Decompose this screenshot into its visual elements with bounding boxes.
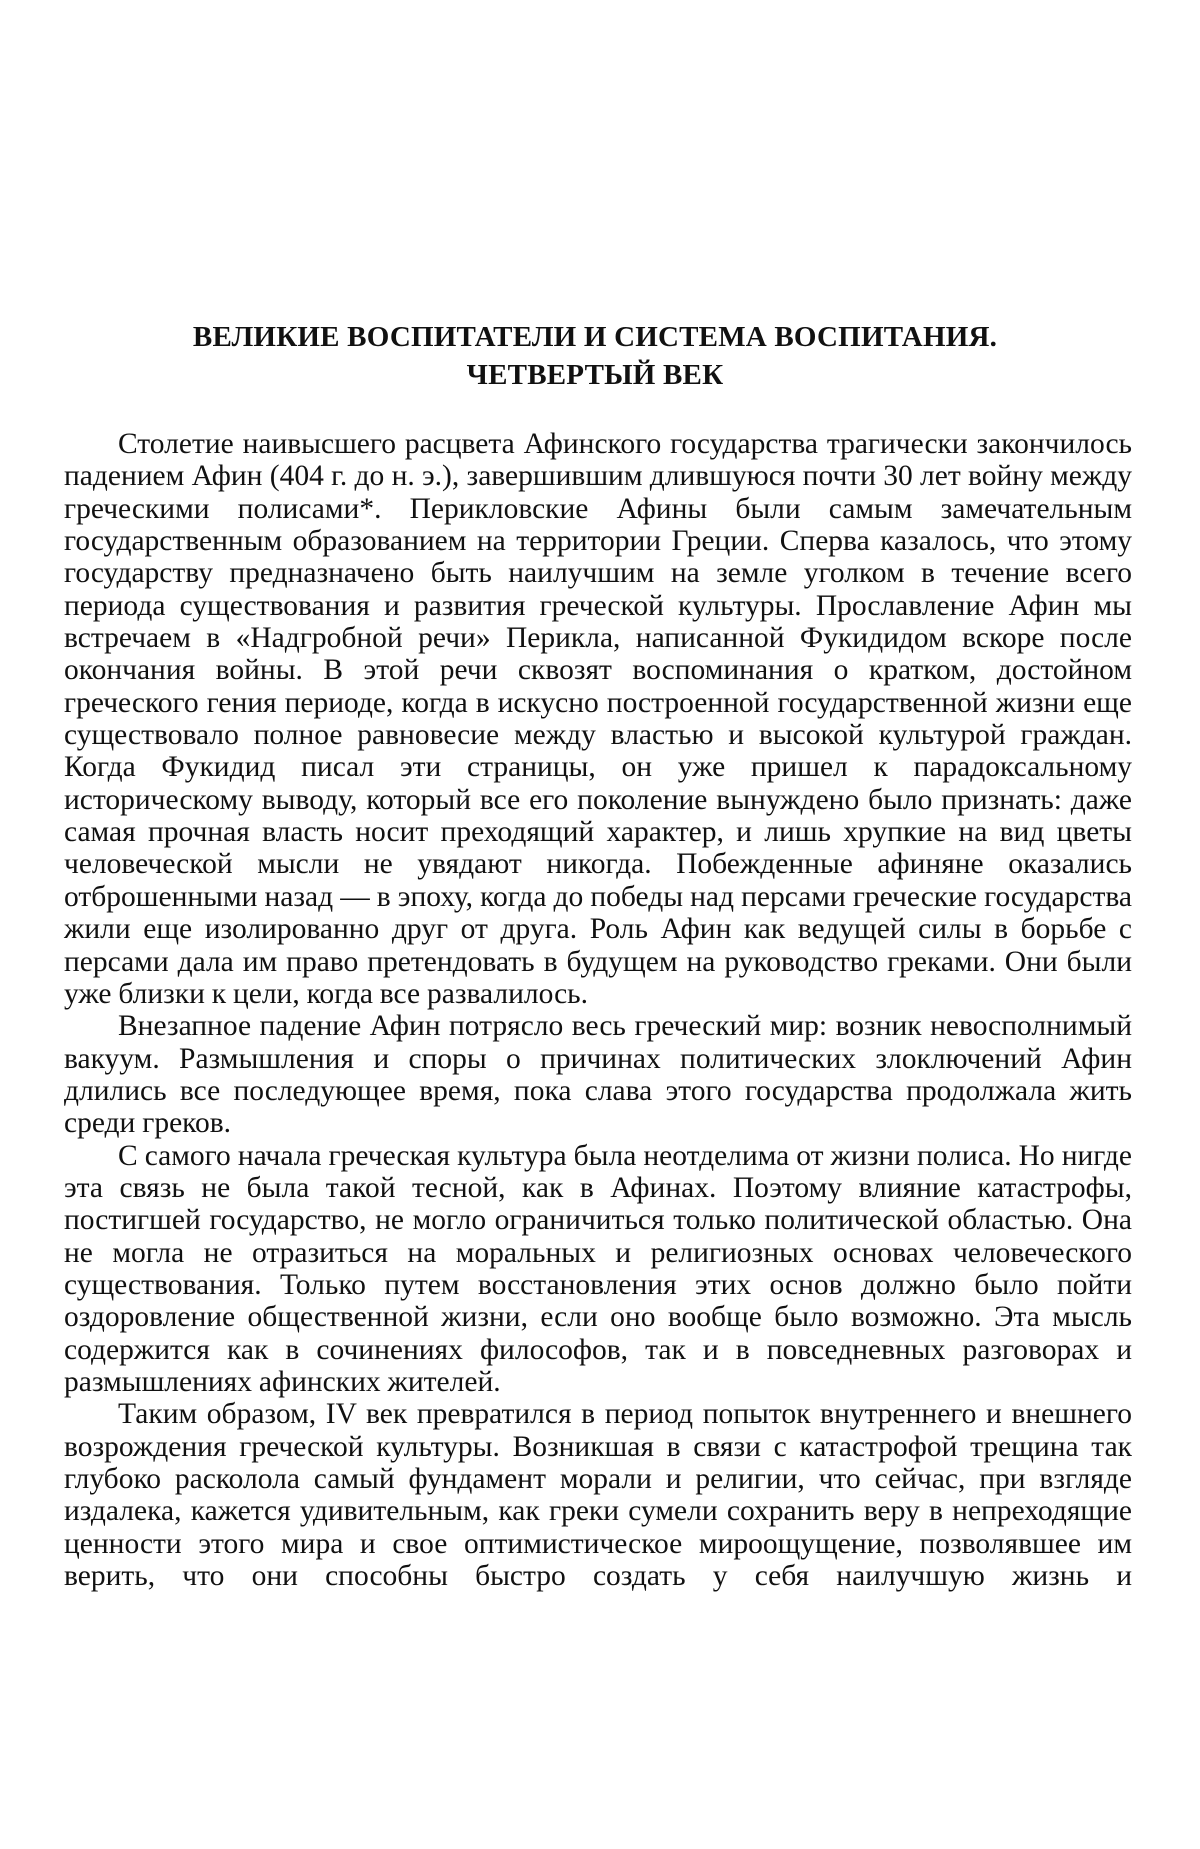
paragraph-4: Таким образом, IV век превратился в период попыток внутреннего и внешнего возрождения греческой культуры. Возникшая в связи с катастрофой трещина так глубоко расколола самый фундамент морали и религии, что сейчас, при взгляде издалека, кажется удивительным, как греки сумели сохранить веру в непреходящие ценности этого мира и свое оптимистическое мироощущение, позволявшее им верить, что они способны быстро создать у себя наилучшую жизнь и (64, 1398, 1132, 1593)
paragraph-2: Внезапное падение Афин потрясло весь греческий мир: возник невосполнимый вакуум. Размышления и споры о причинах политических злоключений Афин длились все последующее время, пока слава этого государства продолжала жить среди греков. (64, 1010, 1132, 1140)
chapter-title-line-2: ЧЕТВЕРТЫЙ ВЕК (466, 359, 724, 391)
chapter-body (64, 428, 1132, 1592)
chapter-title-line-1: ВЕЛИКИЕ ВОСПИТАТЕЛИ И СИСТЕМА ВОСПИТАНИЯ. (192, 321, 998, 353)
chapter-title (80, 318, 1110, 394)
paragraph-3: С самого начала греческая культура была неотделима от жизни полиса. Но нигде эта связь не была такой тесной, как в Афинах. Поэтому влияние катастрофы, постигшей государство, не могло ограничиться только политической областью. Она не могла не отразиться на моральных и религиозных основах человеческого существования. Только путем восстановления этих основ должно было пойти оздоровление общественной жизни, если оно вообще было возможно. Эта мысль содержится как в сочинениях философов, так и в повседневных разговорах и размышлениях афинских жителей. (64, 1139, 1132, 1398)
paragraph-1: Столетие наивысшего расцвета Афинского государства трагически закончилось падением Афин (404 г. до н. э.), завершившим длившуюся почти 30 лет войну между греческими полисами*. Перикловские Афины были самым замечательным государственным образованием на территории Греции. Сперва казалось, что этому государству предназначено быть наилучшим на земле уголком в течение всего периода существования и развития греческой культуры. Прославление Афин мы встречаем в «Надгробной речи» Перикла, написанной Фукидидом вскоре после окончания войны. В этой речи сквозят воспоминания о кратком, достойном греческого гения периоде, когда в искусно построенной государственной жизни еще существовало полное равновесие между властью и высокой культурой граждан. Когда Фукидид писал эти страницы, он уже пришел к парадоксальному историческому выводу, который все его поколение вынуждено было признать: даже самая прочная власть носит преходящий характер, и лишь хрупкие на вид цветы человеческой мысли не увядают никогда. Побежденные афиняне оказались отброшенными назад — в эпоху, когда до победы над персами греческие государства жили еще изолированно друг от друга. Роль Афин как ведущей силы в борьбе с персами дала им право претендовать в будущем на руководство греками. Они были уже близки к цели, когда все развалилось. (64, 428, 1132, 1010)
